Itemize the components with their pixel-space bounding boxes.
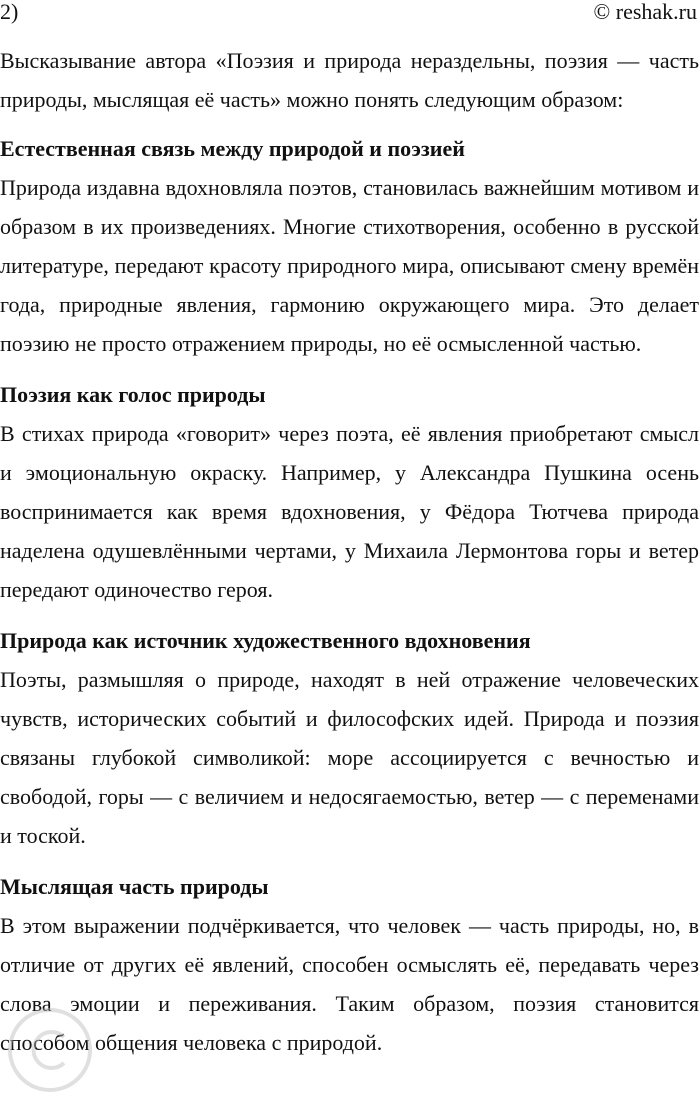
copyright-label: © reshak.ru bbox=[593, 0, 697, 24]
section-paragraph: В этом выражении подчёркивается, что человек — часть природы, но, в отличие от других её явлений, способен осмыслять её, передавать через слова эмоции и переживания. Таким образом, поэзия становится способом общения человека с природой. bbox=[0, 913, 699, 1055]
section-heading: Естественная связь между природой и поэзией bbox=[0, 136, 465, 161]
page-header bbox=[0, 0, 699, 41]
section-paragraph: Природа издавна вдохновляла поэтов, становилась важнейшим мотивом и образом в их произведениях. Многие стихотворения, особенно в русской литературе, передают красоту природного мира, описывают смену времён года, природные явления, гармонию окружающего мира. Это делает поэзию не просто отражением природы, но её осмысленной частью. bbox=[0, 175, 699, 356]
task-number: 2) bbox=[0, 0, 19, 24]
section-paragraph: В стихах природа «говорит» через поэта, её явления приобретают смысл и эмоциональную окраску. Например, у Александра Пушкина осень воспринимается как время вдохновения, у Фёдора Тютчева природа наделена одушевлёнными чертами, у Михаила Лермонтова горы и ветер передают одиночество героя. bbox=[0, 421, 699, 602]
section-heading: Поэзия как голос природы bbox=[0, 382, 266, 407]
intro-paragraph: Высказывание автора «Поэзия и природа нераздельны, поэзия — часть природы, мыслящая её часть» можно понять следующим образом: bbox=[0, 48, 699, 112]
section-heading: Мыслящая часть природы bbox=[0, 874, 269, 899]
section-paragraph: Поэты, размышляя о природе, находят в ней отражение человеческих чувств, исторических событий и философских идей. Природа и поэзия связаны глубокой символикой: море ассоциируется с вечностью и свободой, горы — с величием и недосягаемостью, ветер — с переменами и тоской. bbox=[0, 667, 699, 848]
section-heading: Природа как источник художественного вдохновения bbox=[0, 628, 531, 653]
